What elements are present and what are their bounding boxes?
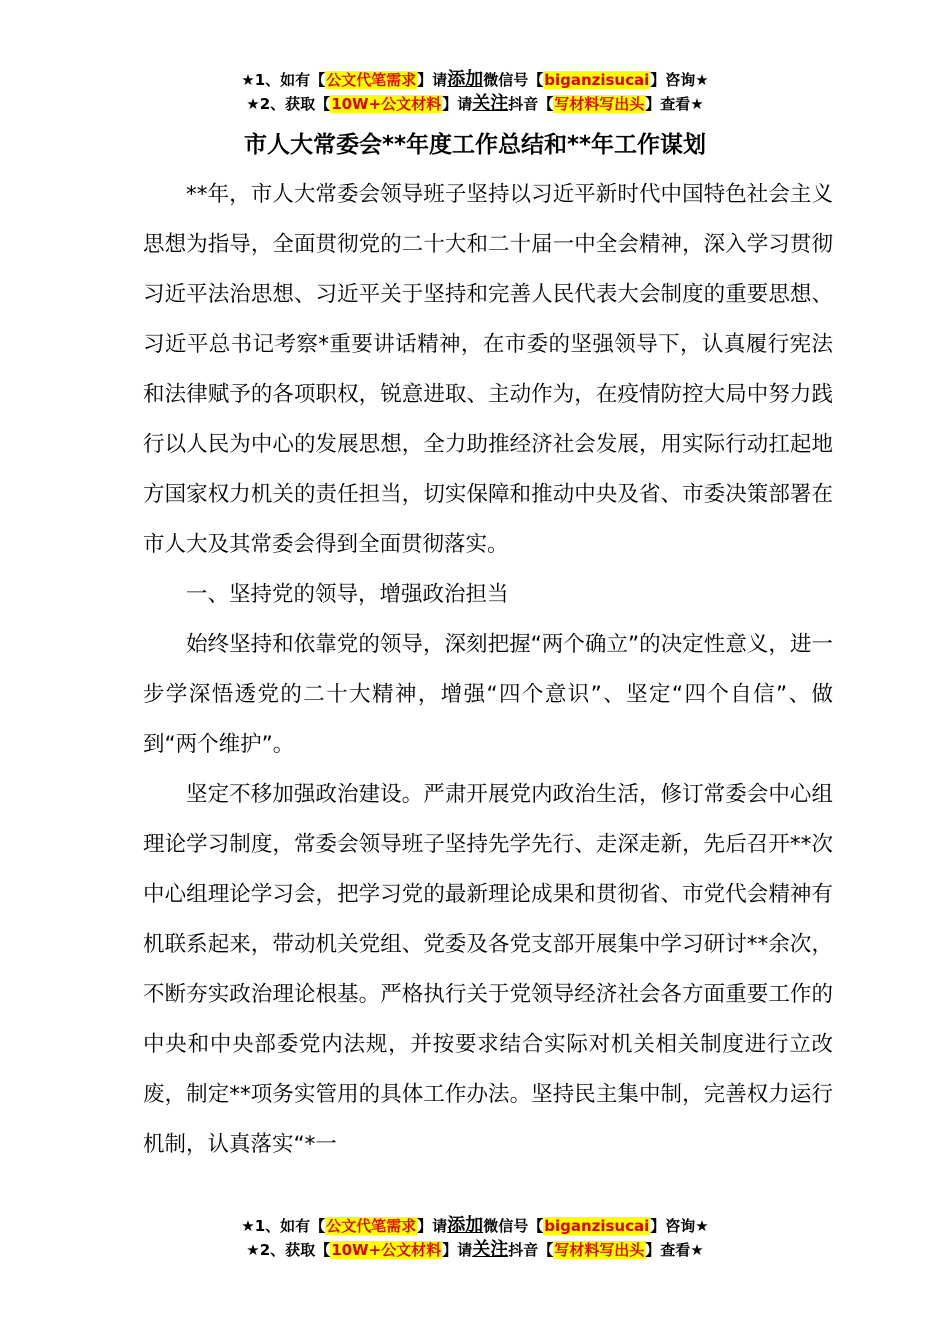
promo-emphasis: 关注 xyxy=(472,93,509,114)
promo-line-2 xyxy=(0,1238,950,1262)
document-title: 市人大常委会**年度工作总结和**年工作谋划 xyxy=(243,132,707,158)
promo-text: 微信号【 xyxy=(483,1217,544,1235)
promo-header xyxy=(0,68,950,116)
promo-text: 】咨询★ xyxy=(650,1217,709,1235)
promo-line-1 xyxy=(0,68,950,92)
promo-text: 】请 xyxy=(442,1241,473,1259)
promo-text: 】请 xyxy=(417,71,448,89)
promo-text: 】请 xyxy=(417,1217,448,1235)
paragraph-political-building: 坚定不移加强政治建设。严肃开展党内政治生活，修订常委会中心组理论学习制度，常委会领导班子坚持先学先行、走深走新，先后召开**次中心组理论学习会，把学习党的最新理论成果和贯彻省、市党代会精神有机联系起来，带动机关党组、党委及各党支部开展集中学习研讨**余次，不断夯实政治理论根基。严格执行关于党领导经济社会各方面重要工作的中央和中央部委党内法规，并按要求结合实际对机关相关制度进行立改废，制定**项务实管用的具体工作办法。坚持民主集中制，完善权力运行机制，认真落实“*一 xyxy=(143,782,833,1157)
promo-highlight-materials: 10W+公文材料 xyxy=(331,95,442,113)
promo-text: 】查看★ xyxy=(645,95,704,113)
paragraph-section-1-intro: 始终坚持和依靠党的领导，深刻把握“两个确立”的决定性意义，进一步学深悟透党的二十大精神，增强“四个意识”、坚定“四个自信”、做到“两个维护”。 xyxy=(143,632,833,757)
promo-footer xyxy=(0,1214,950,1262)
promo-highlight-douyin: 写材料写出头 xyxy=(554,95,645,113)
section-heading-1: 一、坚持党的领导，增强政治担当 xyxy=(186,582,509,607)
promo-text: ★1、如有【 xyxy=(241,71,326,89)
promo-line-1 xyxy=(0,1214,950,1238)
promo-text: ★2、获取【 xyxy=(246,1241,331,1259)
promo-text: ★2、获取【 xyxy=(246,95,331,113)
promo-highlight-materials: 10W+公文材料 xyxy=(331,1241,442,1259)
promo-emphasis: 添加 xyxy=(447,1215,484,1236)
promo-text: ★1、如有【 xyxy=(241,1217,326,1235)
promo-highlight-service: 公文代笔需求 xyxy=(326,1217,417,1235)
document-body xyxy=(143,170,833,1170)
promo-emphasis: 添加 xyxy=(447,69,484,90)
promo-text: 】咨询★ xyxy=(650,71,709,89)
promo-highlight-douyin: 写材料写出头 xyxy=(554,1241,645,1259)
promo-text: 抖音【 xyxy=(508,1241,554,1259)
promo-emphasis: 关注 xyxy=(472,1239,509,1260)
paragraph-intro: **年，市人大常委会领导班子坚持以习近平新时代中国特色社会主义思想为指导，全面贯彻党的二十大和二十届一中全会精神，深入学习贯彻习近平法治思想、习近平关于坚持和完善人民代表大会制度的重要思想、习近平总书记考察*重要讲话精神，在市委的坚强领导下，认真履行宪法和法律赋予的各项职权，锐意进取、主动作为，在疫情防控大局中努力践行以人民为中心的发展思想，全力助推经济社会发展，用实际行动扛起地方国家权力机关的责任担当，切实保障和推动中央及省、市委决策部署在市人大及其常委会得到全面贯彻落实。 xyxy=(143,182,833,557)
promo-text: 】查看★ xyxy=(645,1241,704,1259)
promo-highlight-wechat: biganzisucai xyxy=(544,71,650,89)
promo-text: 微信号【 xyxy=(483,71,544,89)
promo-highlight-service: 公文代笔需求 xyxy=(326,71,417,89)
promo-highlight-wechat: biganzisucai xyxy=(544,1217,650,1235)
promo-line-2 xyxy=(0,92,950,116)
promo-text: 】请 xyxy=(442,95,473,113)
promo-text: 抖音【 xyxy=(508,95,554,113)
